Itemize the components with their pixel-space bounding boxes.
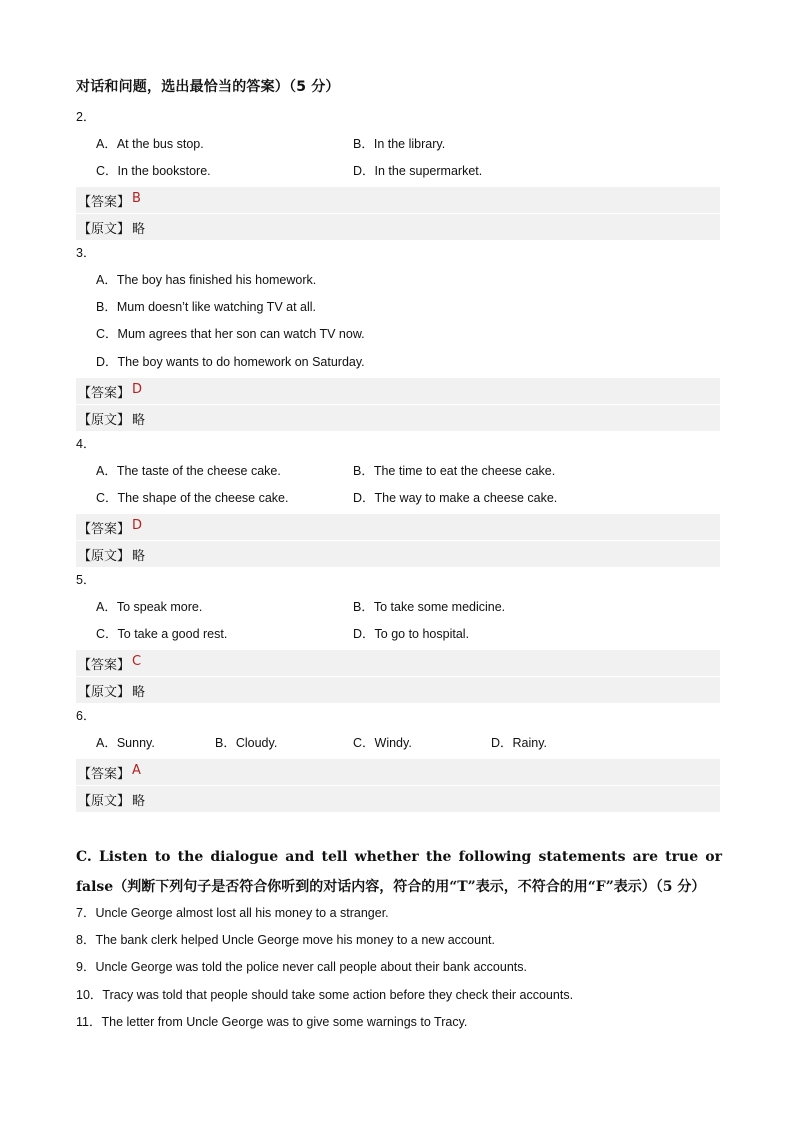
option-b: B．In the library. — [353, 137, 446, 151]
answer-label: 【答案】 — [78, 767, 131, 782]
option-d: D．In the supermarket. — [353, 164, 483, 178]
answer-label: 【答案】 — [78, 522, 131, 537]
answer-row — [76, 650, 720, 676]
answer-value: C — [132, 654, 142, 669]
option-a: A．The boy has finished his homework. — [96, 273, 317, 287]
source-label: 【原文】 — [78, 794, 131, 809]
answer-value: B — [132, 191, 141, 206]
answer-value: D — [132, 382, 143, 397]
source-label: 【原文】 — [78, 549, 131, 564]
source-label: 【原文】 — [78, 413, 131, 428]
question-number: 6． — [76, 709, 96, 723]
statement-11: 11．The letter from Uncle George was to give some warnings to Tracy. — [76, 1015, 468, 1029]
option-d: D．Rainy. — [491, 736, 548, 750]
source-value: 略 — [132, 413, 146, 428]
answer-label: 【答案】 — [78, 658, 131, 673]
answer-label: 【答案】 — [78, 195, 131, 210]
option-c: C．To take a good rest. — [96, 627, 228, 641]
statement-8: 8．The bank clerk helped Uncle George move his money to a new account. — [76, 933, 495, 947]
source-row — [76, 214, 720, 240]
source-label: 【原文】 — [78, 685, 131, 700]
option-a: A．The taste of the cheese cake. — [96, 464, 281, 478]
answer-value: A — [132, 763, 141, 778]
source-value: 略 — [132, 685, 146, 700]
option-d: D．The way to make a cheese cake. — [353, 491, 558, 505]
source-value: 略 — [132, 549, 146, 564]
option-b: B．To take some medicine. — [353, 600, 506, 614]
question-number: 3． — [76, 246, 96, 260]
option-d: D．To go to hospital. — [353, 627, 470, 641]
option-b: B．Cloudy. — [215, 736, 278, 750]
section-instruction: 对话和问题，选出最恰当的答案）（5 分） — [76, 79, 340, 95]
answer-row — [76, 759, 720, 785]
option-c: C．Mum agrees that her son can watch TV now. — [96, 327, 365, 341]
statement-7: 7．Uncle George almost lost all his money to a stranger. — [76, 906, 389, 920]
answer-row — [76, 187, 720, 213]
source-value: 略 — [132, 222, 146, 237]
option-b: B．The time to eat the cheese cake. — [353, 464, 556, 478]
answer-value: D — [132, 518, 143, 533]
statement-10: 10．Tracy was told that people should take some action before they check their accounts. — [76, 988, 574, 1002]
question-number: 5． — [76, 573, 96, 587]
option-a: A．At the bus stop. — [96, 137, 204, 151]
option-b: B．Mum doesn’t like watching TV at all. — [96, 300, 317, 314]
option-a: A．Sunny. — [96, 736, 155, 750]
source-row — [76, 405, 720, 431]
source-value: 略 — [132, 794, 146, 809]
source-label: 【原文】 — [78, 222, 131, 237]
source-row — [76, 786, 720, 812]
answer-row — [76, 378, 720, 404]
answer-label: 【答案】 — [78, 386, 131, 401]
question-number: 2． — [76, 110, 96, 124]
option-c: C．In the bookstore. — [96, 164, 211, 178]
section-c-heading: C. Listen to the dialogue and tell whether the following statements are true or false（判断下列句子是否符合你听到的对话内容，符合的用“T”表示，不符合的用“F”表示）（5 分） — [76, 849, 722, 895]
statement-9: 9．Uncle George was told the police never call people about their bank accounts. — [76, 960, 527, 974]
option-c: C．The shape of the cheese cake. — [96, 491, 289, 505]
answer-row — [76, 514, 720, 540]
question-number: 4． — [76, 437, 96, 451]
option-d: D．The boy wants to do homework on Saturday. — [96, 355, 365, 369]
source-row — [76, 677, 720, 703]
source-row — [76, 541, 720, 567]
option-a: A．To speak more. — [96, 600, 203, 614]
option-c: C．Windy. — [353, 736, 412, 750]
